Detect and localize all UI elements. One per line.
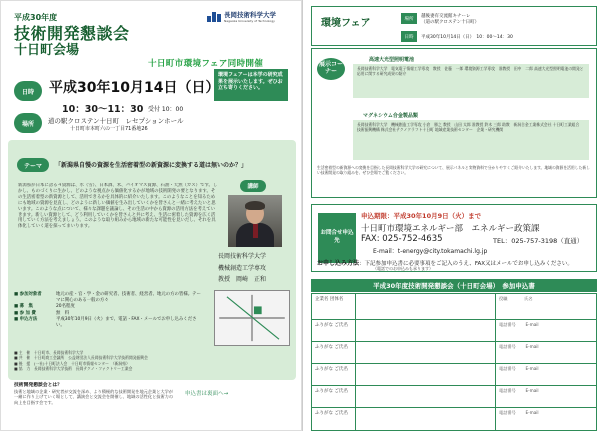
- application-deadline: 申込期限：平成30年10月9日（火）まで: [361, 212, 482, 220]
- name-field[interactable]: [356, 320, 496, 341]
- contact-field[interactable]: 電話番号 E-mail: [499, 388, 539, 393]
- fair-callout: 環境フェアーは本学の研究成果を展示いたします。ぜひお立ち寄りください。: [214, 69, 288, 101]
- contact-field[interactable]: 電話番号 E-mail: [499, 366, 539, 371]
- form-row: [312, 386, 596, 408]
- lecturer-pill: 講師: [240, 180, 266, 192]
- organizer-line: ■ 後 援 (一社)十日町法人会 十日町市情報センター （新潟県）: [14, 360, 130, 366]
- form-label: 企業名 団体名: [312, 294, 356, 319]
- exhibit-2-title: マグネシウム合金製品類: [363, 113, 418, 119]
- how-to-apply-text: ：下記参加申込書に必要事項をご記入のうえ、FAX又はメールでお申し込みください。: [359, 261, 573, 267]
- event-info: [14, 292, 204, 329]
- event-venue: 十日町会場: [14, 43, 80, 58]
- name-field[interactable]: [356, 386, 496, 407]
- info-row: ■ 参加対象者 地元の産・官・学・金の研究者、技術者、経営者、地元の方の皆様。テーマに関心のある一般の方々: [14, 292, 201, 304]
- fair-location: 越後妻有交流館キナーレ: [421, 14, 471, 19]
- logo-mark-icon: [207, 12, 221, 22]
- form-label: ふりがな ご氏名: [312, 342, 356, 363]
- info-row: ■ 募 集 20名程度: [14, 304, 75, 310]
- venue-marker-icon: [254, 306, 262, 314]
- venue-map: [214, 290, 290, 346]
- place-address: 十日町市本町六の一丁目71番地26: [70, 126, 148, 132]
- form-row: [312, 294, 596, 320]
- reception-time: 受付 10：00: [148, 106, 184, 113]
- form-label: ふりがな ご氏名: [312, 364, 356, 385]
- contact-fax: FAX: 025-752-4635: [361, 234, 443, 244]
- contact-field[interactable]: 電話番号 E-mail: [499, 322, 539, 327]
- fair-title: 環境フェア: [321, 18, 371, 29]
- form-row: [312, 364, 596, 386]
- name-field[interactable]: [356, 342, 496, 363]
- contact-label: お問合せ申込先: [318, 213, 356, 263]
- place-name: 道の駅クロステン十日町 レセプションホール: [48, 117, 184, 125]
- company-field[interactable]: [356, 294, 496, 319]
- fair-date: 平成30年10月14日（日） 10：00～14：30: [421, 35, 513, 40]
- contact-division: 十日町市環境エネルギー部 エネルギー政策課: [361, 224, 540, 234]
- event-year: 平成30年度: [14, 13, 58, 22]
- event-title: 技術開発懇談会: [14, 24, 130, 43]
- place-pill: 場所: [14, 113, 42, 133]
- lecturer-department: 機械創造工学専攻: [218, 265, 267, 272]
- info-row: ■ 参 加 費 無 料: [14, 310, 70, 316]
- form-label: ふりがな ご氏名: [312, 320, 356, 341]
- contact-email: E-mail：t-energy@city.tokamachi.lg.jp: [373, 248, 488, 255]
- fair-heading: 十日町市環境フェア同時開催: [148, 59, 264, 69]
- lecturer-university: 長岡技術科学大学: [218, 253, 267, 260]
- name-field[interactable]: [356, 364, 496, 385]
- name-field[interactable]: [356, 408, 496, 430]
- organizer-line: ■ 協 力 長岡技術科学大学技術 長岡テクノ・ファクトリー工業会: [14, 365, 133, 371]
- logo-name: 長岡技術科学大学: [224, 11, 276, 19]
- form-row: [312, 408, 596, 430]
- info-row: ■ 申込方法 平成30年10月9日（火）まで、電話・FAX・メールでお申し込みください。: [14, 316, 197, 329]
- contact-tel: TEL：025-757-3198（直通）: [493, 237, 584, 245]
- theme-pill: テーマ: [17, 158, 49, 172]
- location-tag: 場所: [401, 13, 417, 24]
- phone-note: （電話でのお申込みも承ります）: [373, 266, 433, 271]
- how-to-apply-title: お申し込み方法: [317, 260, 360, 267]
- how-to-apply: [317, 258, 597, 267]
- about-text: 技術と地域の企業・研究者が交流を深め、より積極的な技術開発を地元企業と大学が一緒に作り上げていく場として、講演会と交流会を開催し、地域の活性化と技術力の向上を目指す会です。: [14, 388, 174, 405]
- contact-field[interactable]: 電話番号 E-mail: [499, 344, 539, 349]
- form-label: ふりがな ご氏名: [312, 386, 356, 407]
- form-title: 平成30年度技術開発懇談会（十日町会場） 参加申込書: [311, 279, 597, 292]
- organizer-line: ■ 主 催 十日町市、長岡技術科学大学: [14, 350, 84, 355]
- event-date: 平成30年10月14日（日）: [49, 80, 220, 96]
- back-side-note: 申込書は裏面へ→: [185, 391, 229, 397]
- university-logo: [207, 10, 276, 23]
- contact-field[interactable]: 電話番号 E-mail: [499, 410, 539, 415]
- form-row: [312, 320, 596, 342]
- about-section: [14, 382, 174, 405]
- exhibit-2-box: 長岡技術科学大学 機械創造工学専攻 小倉 勝之 教授 山田 太郎 准教授 鈴木 三郎 助教 新潟合金工業株式会社 十日町工業組合 技術振興機構 株式会社テクノクラフト十日町 地域産業技術センター 企業・研究機関: [353, 120, 589, 160]
- about-title: 技術開発懇談会とは？: [14, 383, 62, 388]
- role-name-field[interactable]: 役職 氏名: [499, 296, 533, 301]
- lecturer-name: 教授 岡崎 正和: [218, 276, 267, 283]
- flyer-back: [302, 0, 604, 431]
- exhibit-1-box: 長岡技術科学大学 電気電子情報工学専攻 教授 佐藤 一郎 環境資源工学専攻 准教授 田中 二郎 高速大光型照明電池の開発と応用に関する研究成果の紹介: [353, 64, 589, 98]
- logo-english: Nagaoka University of Technology: [224, 19, 275, 23]
- exhibit-description: 生活密着型の新資源への変換を目指した長岡技術科学大学の研究について、展示パネルと実物資料で分かりやすくご紹介いたします。地域の資源を活用した新しい技術開発の取り組みを、ぜひ会場でご覧ください。: [317, 165, 590, 176]
- date-tag: 日時: [401, 31, 417, 42]
- lecturer-photo: [228, 195, 282, 247]
- exhibit-badge: 展示コーナー: [317, 58, 345, 80]
- event-time: 10：30～11：30: [62, 104, 144, 115]
- theme-description: 新潟県が日本に誇る４資源は、水（雪）、日本酒、米、バイオマス資源、石油・天然（ガス）です。しかし、ものづくりに生かし、どのような視点から価値化するかが地域の技術開発の要となります。その生活密着型の新資源として、活用できるかを具体的に紹介いたします。このようなことを知るためにも地域の資源を見直し、どのように新しい価値を生み出していくかを皆さんと一緒に考えたいと思います。このような点について、様々な課題を議論し、その生活の中から資源の活用方法を考えていきます。新しい資源として、どう利用していくかを皆さんと共に考え、生活に密着した資源を広く活用していく方法を考えましょう。このような取り組みから地域の新たな可能性を見いだし、それを具体化していく道を探ってまいります。: [18, 183, 218, 230]
- form-label: ふりがな ご氏名: [312, 408, 356, 430]
- theme-title: 「新潟県自慢の資源を生活密着型の新資源に変換する道は無いのか？」: [55, 162, 248, 169]
- form-row: [312, 342, 596, 364]
- organizers: [14, 350, 204, 371]
- organizer-line: ■ 共 催 十日町商工会議所 公益財団法人長岡技術科学大学技術開発振興会: [14, 355, 148, 361]
- fair-location-sub: （道の駅クロステン十日町）: [421, 20, 480, 25]
- application-form: [311, 293, 597, 431]
- exhibit-1-title: 高速大光型照明電池: [369, 57, 415, 63]
- date-pill: 日時: [14, 81, 42, 101]
